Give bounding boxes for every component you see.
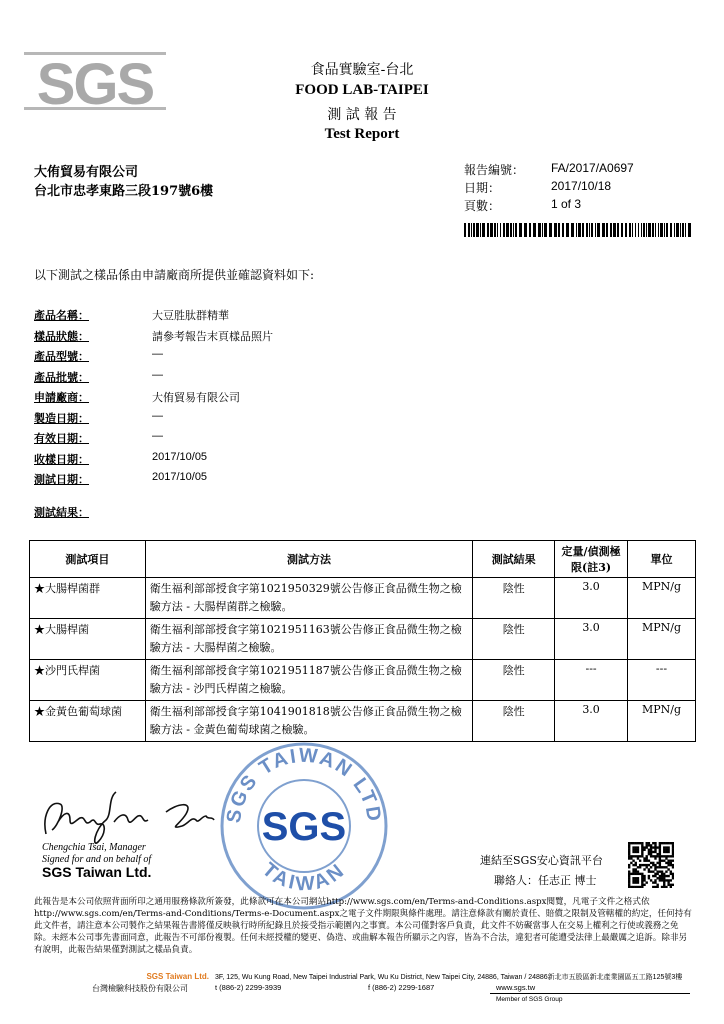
client-address: 台北市忠孝東路三段197號6樓 — [34, 184, 214, 199]
field-value: — — [152, 348, 163, 360]
report-no-label: 報告編號： — [464, 163, 525, 177]
field-label: 樣品狀態： — [34, 329, 89, 343]
pages-label: 頁數： — [464, 199, 501, 213]
table-header-row — [30, 541, 696, 578]
signer-name: Chengchia Tsai, Manager — [42, 842, 146, 853]
field-label: 收樣日期： — [34, 452, 89, 466]
row-unit: MPN/g — [628, 619, 696, 660]
sgs-logo — [24, 44, 166, 118]
seal-top-text: SGS TAIWAN LTD — [222, 744, 386, 825]
row-limit: --- — [555, 660, 628, 701]
qr-code[interactable] — [628, 842, 674, 888]
intro-text: 以下測試之樣品係由申請廠商所提供並確認資料如下: — [34, 268, 315, 282]
field-value: — — [152, 368, 163, 381]
row-method: 衛生福利部部授食字第1041901818號公告修正食品微生物之檢驗方法 - 金黃色葡萄球菌之檢驗。 — [145, 701, 472, 742]
company-seal — [218, 740, 390, 912]
row-item: ★大腸桿菌 — [30, 619, 146, 660]
row-method: 衛生福利部部授食字第1021951187號公告修正食品微生物之檢驗方法 - 沙門氏桿菌之檢驗。 — [145, 660, 472, 701]
header-result: 測試結果 — [473, 541, 555, 578]
report-date: 2017/10/18 — [551, 179, 612, 193]
field-value: 大豆胜肽群精華 — [152, 310, 229, 322]
field-value: — — [152, 409, 163, 422]
report-no: FA/2017/A0697 — [551, 161, 634, 175]
field-label: 產品名稱： — [34, 309, 89, 322]
seal-center-text: SGS — [261, 805, 347, 849]
svg-text:TAIWAN — [258, 859, 350, 896]
results-table — [29, 540, 696, 742]
row-unit: --- — [628, 660, 696, 701]
field-value: 2017/10/05 — [152, 450, 208, 463]
footer-company-en: SGS Taiwan Ltd. — [146, 972, 209, 981]
lab-title-en: FOOD LAB-TAIPEI — [295, 82, 429, 98]
row-result: 陰性 — [473, 660, 555, 701]
row-limit: 3.0 — [555, 619, 628, 660]
row-result: 陰性 — [473, 701, 555, 742]
row-method: 衛生福利部部授食字第1021951163號公告修正食品微生物之檢驗方法 - 大腸桿菌之檢驗。 — [145, 619, 472, 660]
row-unit: MPN/g — [628, 701, 696, 742]
date-label: 日期： — [464, 181, 501, 195]
report-title-en: Test Report — [324, 126, 400, 142]
row-method: 衛生福利部部授食字第1021950329號公告修正食品微生物之檢驗方法 - 大腸桿菌群之檢驗。 — [145, 578, 472, 619]
field-label: 申請廠商： — [34, 391, 89, 404]
row-limit: 3.0 — [555, 578, 628, 619]
field-value: 大侑貿易有限公司 — [152, 392, 240, 404]
row-limit: 3.0 — [555, 701, 628, 742]
header-method: 測試方法 — [145, 541, 472, 578]
footer-member: Member of SGS Group — [496, 996, 563, 1003]
table-row — [30, 701, 696, 742]
svg-text:SGS: SGS — [36, 52, 154, 117]
contact-platform: 連結至SGS安心資訊平台 — [480, 854, 603, 867]
signer-company: SGS Taiwan Ltd. — [42, 864, 152, 880]
field-label: 製造日期： — [34, 411, 89, 425]
terms-text: 此報告是本公司依照背面所印之通用服務條款所簽發，此條款可在本公司網站http://www.sgs.com/en/Terms-and-Conditions.aspx閱覽，凡電子文件之格式依http://www.sgs.com/en/Terms-and-Conditions/Terms-e-Document.aspx之電子文件期限與條件處理。請注意條款有關於責任、賠償之限制及管轄權的約定，任何持有此文件者，請注意本公司製作之結果報告書將僅反映執行時所紀錄且於接受指示範圍內之事實。本公司僅對客戶負責，此文件不妨礙當事人在交易上權利之行使或義務之免除。未經本公司事先書面同意，此報告不可部份複製。任何未經授權的變更、偽造、或曲解本報告所顯示之內容，皆為不合法，違犯者可能遭受法律上最嚴厲之追訴。除非另有說明，此報告結果僅對測試之樣品負責。 — [34, 897, 692, 955]
table-row — [30, 660, 696, 701]
seal-bottom-text: TAIWAN — [257, 858, 351, 896]
field-label: 測試日期： — [34, 473, 89, 486]
signed-line: Signed for and on behalf of — [42, 854, 152, 865]
row-item: ★金黃色葡萄球菌 — [30, 701, 146, 742]
field-label: 有效日期： — [34, 432, 89, 445]
field-value: 2017/10/05 — [152, 471, 208, 483]
header-limit: 定量/偵測極限(註3) — [555, 541, 628, 578]
header-item: 測試項目 — [30, 541, 146, 578]
footer-company-zh: 台灣檢驗科技股份有限公司 — [92, 984, 188, 993]
row-result: 陰性 — [473, 619, 555, 660]
field-value: — — [152, 430, 163, 442]
row-result: 陰性 — [473, 578, 555, 619]
footer-address: 3F, 125, Wu Kung Road, New Taipei Industrial Park, Wu Ku District, New Taipei City, 24886, Taiwan / 24886新北市五股區新北產業園區五工路125號3樓 — [215, 974, 683, 981]
barcode — [464, 222, 692, 236]
lab-title-zh: 食品實驗室-台北 — [310, 62, 414, 78]
footer-web[interactable]: www.sgs.tw — [496, 983, 536, 992]
table-row — [30, 578, 696, 619]
table-row — [30, 619, 696, 660]
results-label: 測試結果： — [34, 506, 89, 519]
row-item: ★大腸桿菌群 — [30, 578, 146, 619]
header-unit: 單位 — [628, 541, 696, 578]
row-unit: MPN/g — [628, 578, 696, 619]
field-label: 產品批號： — [34, 370, 89, 384]
contact-person: 聯絡人：任志正 博士 — [494, 874, 597, 887]
footer-fax: f (886-2) 2299-1687 — [368, 983, 435, 992]
client-name: 大侑貿易有限公司 — [34, 165, 139, 180]
footer-divider — [490, 993, 690, 994]
footer-tel: t (886-2) 2299-3939 — [215, 983, 282, 992]
page-count: 1 of 3 — [551, 197, 582, 211]
report-title-zh: 測 試 報 告 — [327, 107, 397, 123]
field-value: 請參考報告末頁樣品照片 — [152, 330, 273, 343]
field-label: 產品型號： — [34, 350, 89, 363]
row-item: ★沙門氏桿菌 — [30, 660, 146, 701]
